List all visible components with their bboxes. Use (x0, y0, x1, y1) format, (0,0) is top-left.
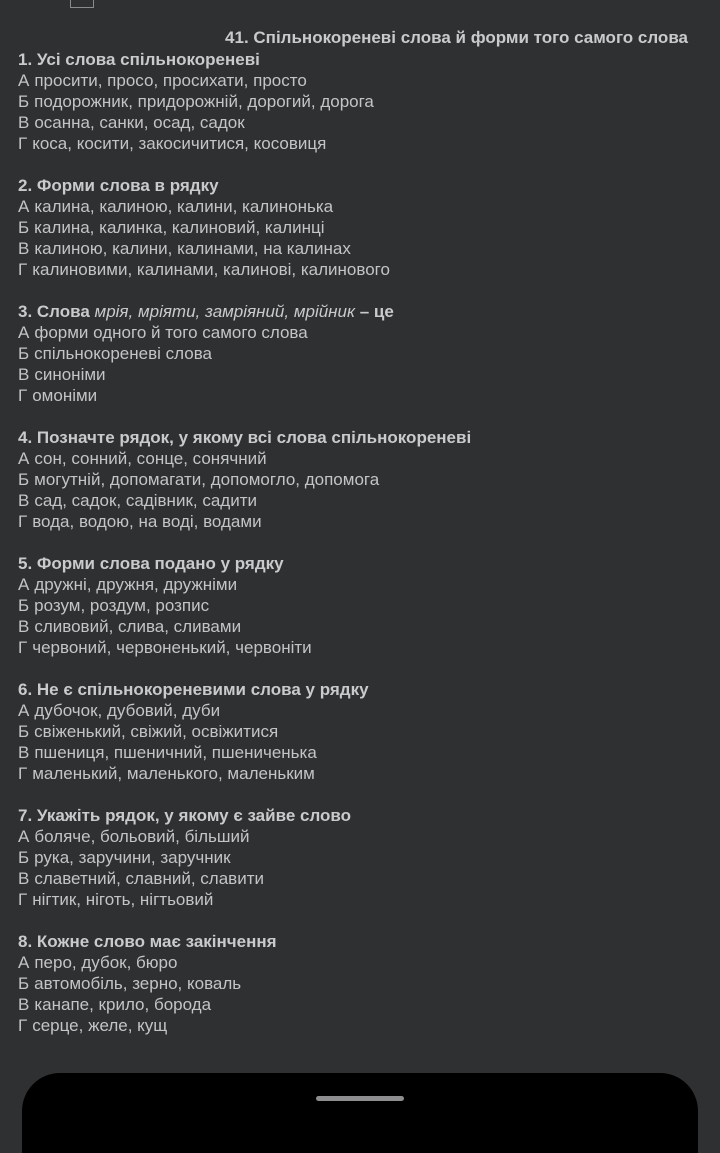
option-letter: А (18, 449, 30, 468)
question-heading: 6. Не є спільнокореневими слова у рядку (18, 680, 369, 699)
option-letter: Б (18, 974, 30, 993)
option-letter: А (18, 575, 30, 594)
option-text: могутній, допомагати, допомогло, допомога (34, 470, 380, 489)
heading-italic-words: мрія, мріяти, замріяний, мрійник (94, 302, 356, 321)
option-letter: Г (18, 260, 28, 279)
answer-option-b (18, 343, 708, 364)
answer-option-b (18, 847, 708, 868)
option-letter: Г (18, 638, 28, 657)
option-letter: Б (18, 470, 30, 489)
option-letter: Г (18, 890, 28, 909)
option-text: маленький, маленького, маленьким (32, 764, 315, 783)
question-8 (18, 931, 708, 1057)
option-text: синоніми (34, 365, 106, 384)
option-letter: Б (18, 92, 30, 111)
answer-option-b (18, 595, 708, 616)
answer-option-a (18, 700, 708, 721)
option-text: серце, желе, кущ (32, 1016, 168, 1035)
option-text: подорожник, придорожній, дорогий, дорога (34, 92, 374, 111)
option-letter: Г (18, 1016, 28, 1035)
option-text: калиновими, калинами, калинові, калинового (32, 260, 390, 279)
option-letter: В (18, 869, 30, 888)
option-letter: Б (18, 344, 30, 363)
answer-option-h (18, 385, 708, 406)
answer-option-h (18, 259, 708, 280)
option-text: свіженький, свіжий, освіжитися (34, 722, 279, 741)
page-title: 41. Спільнокореневі слова й форми того самого слова (225, 28, 688, 47)
answer-option-b (18, 973, 708, 994)
answer-option-b (18, 721, 708, 742)
option-text: форми одного й того самого слова (34, 323, 308, 342)
option-text: дружні, дружня, дружніми (34, 575, 238, 594)
option-letter: А (18, 701, 30, 720)
option-text: розум, роздум, розпис (34, 596, 210, 615)
option-text: вода, водою, на воді, водами (32, 512, 262, 531)
option-text: автомобіль, зерно, коваль (34, 974, 242, 993)
answer-option-a (18, 322, 708, 343)
question-5 (18, 553, 708, 679)
question-heading: 4. Позначте рядок, у якому всі слова спільнокореневі (18, 428, 472, 447)
answer-option-v (18, 490, 708, 511)
question-2 (18, 175, 708, 301)
option-letter: Б (18, 848, 30, 867)
option-text: боляче, больовий, більший (34, 827, 250, 846)
option-text: рука, заручини, заручник (34, 848, 231, 867)
option-text: просити, просо, просихати, просто (34, 71, 307, 90)
question-7 (18, 805, 708, 931)
option-text: омоніми (32, 386, 98, 405)
answer-option-a (18, 70, 708, 91)
option-letter: В (18, 239, 30, 258)
answer-option-a (18, 826, 708, 847)
option-letter: А (18, 827, 30, 846)
question-3 (18, 301, 708, 427)
question-list (18, 49, 708, 1057)
option-letter: В (18, 113, 30, 132)
option-text: сливовий, слива, сливами (34, 617, 242, 636)
question-heading: 8. Кожне слово має закінчення (18, 932, 277, 951)
option-letter: Г (18, 134, 28, 153)
option-letter: В (18, 617, 30, 636)
option-text: славетний, славний, славити (34, 869, 264, 888)
answer-option-b (18, 217, 708, 238)
option-text: калина, калиною, калини, калинонька (34, 197, 334, 216)
option-text: сад, садок, садівник, садити (34, 491, 257, 510)
option-letter: В (18, 365, 30, 384)
option-letter: Г (18, 386, 28, 405)
page-corner-mark (70, 0, 94, 8)
option-letter: Б (18, 722, 30, 741)
answer-option-b (18, 469, 708, 490)
answer-option-a (18, 196, 708, 217)
option-letter: А (18, 953, 30, 972)
answer-option-v (18, 112, 708, 133)
option-letter: Г (18, 512, 28, 531)
answer-option-h (18, 1015, 708, 1036)
answer-option-v (18, 742, 708, 763)
answer-option-h (18, 889, 708, 910)
option-text: пшениця, пшеничний, пшениченька (34, 743, 317, 762)
option-text: канапе, крило, борода (34, 995, 212, 1014)
answer-option-h (18, 763, 708, 784)
answer-option-v (18, 994, 708, 1015)
option-text: осанна, санки, осад, садок (34, 113, 245, 132)
option-text: дубочок, дубовий, дуби (34, 701, 221, 720)
option-letter: А (18, 323, 30, 342)
question-4 (18, 427, 708, 553)
option-letter: А (18, 71, 30, 90)
option-text: коса, косити, закосичитися, косовиця (32, 134, 327, 153)
question-heading: 2. Форми слова в рядку (18, 176, 219, 195)
answer-option-v (18, 364, 708, 385)
answer-option-h (18, 133, 708, 154)
heading-prefix: 3. Слова (18, 302, 95, 321)
answer-option-h (18, 637, 708, 658)
option-letter: Б (18, 596, 30, 615)
heading-suffix: – це (355, 302, 394, 321)
option-letter: В (18, 491, 30, 510)
answer-option-h (18, 511, 708, 532)
option-text: перо, дубок, бюро (34, 953, 178, 972)
answer-option-a (18, 448, 708, 469)
answer-option-v (18, 238, 708, 259)
option-text: сон, сонний, сонце, сонячний (34, 449, 267, 468)
question-heading: 7. Укажіть рядок, у якому є зайве слово (18, 806, 352, 825)
option-text: калиною, калини, калинами, на калинах (34, 239, 351, 258)
option-text: нігтик, ніготь, нігтьовий (32, 890, 214, 909)
option-text: червоний, червоненький, червоніти (32, 638, 312, 657)
answer-option-v (18, 868, 708, 889)
option-text: калина, калинка, калиновий, калинці (34, 218, 325, 237)
navigation-bar (22, 1073, 698, 1153)
home-indicator[interactable] (316, 1096, 404, 1101)
question-6 (18, 679, 708, 805)
option-letter: Б (18, 218, 30, 237)
answer-option-v (18, 616, 708, 637)
question-heading (18, 301, 708, 322)
option-letter: А (18, 197, 30, 216)
answer-option-b (18, 91, 708, 112)
question-1 (18, 49, 708, 175)
option-text: спільнокореневі слова (34, 344, 212, 363)
answer-option-a (18, 574, 708, 595)
option-letter: Г (18, 764, 28, 783)
question-heading: 1. Усі слова спільнокореневі (18, 50, 260, 69)
option-letter: В (18, 995, 30, 1014)
option-letter: В (18, 743, 30, 762)
question-heading: 5. Форми слова подано у рядку (18, 554, 284, 573)
answer-option-a (18, 952, 708, 973)
